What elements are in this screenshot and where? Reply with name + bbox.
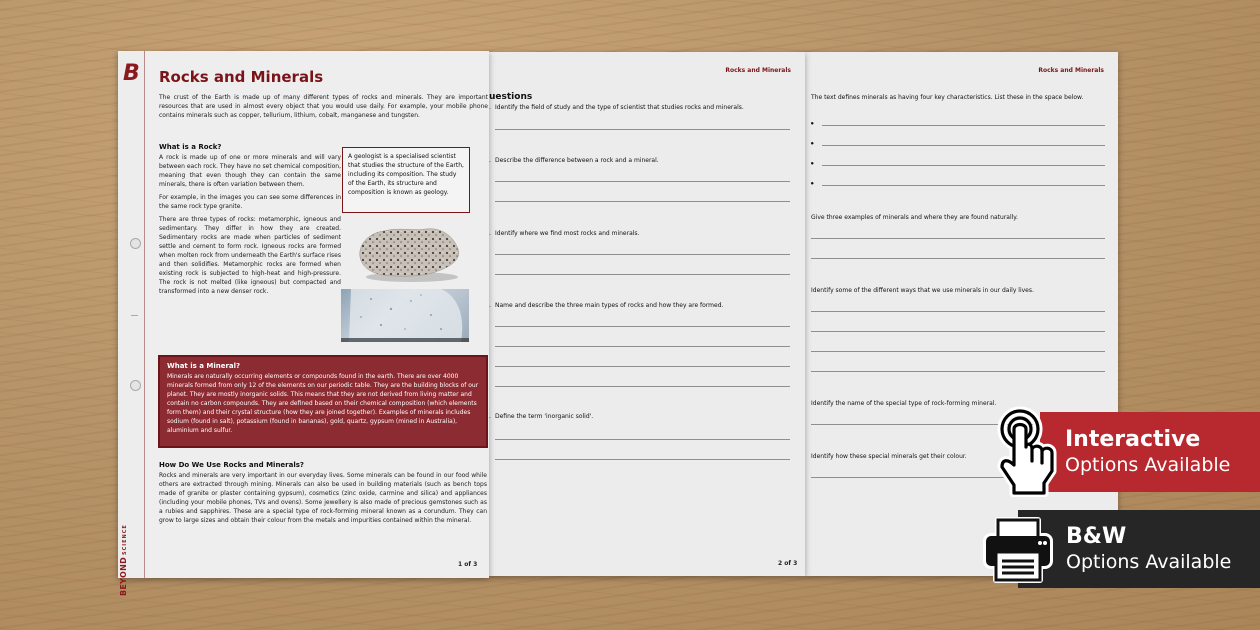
mineral-heading: What is a Mineral? <box>167 362 241 370</box>
worksheet-page-3 <box>805 52 1118 576</box>
page-title: Rocks and Minerals <box>159 68 324 86</box>
geologist-callout: A geologist is a specialised scientist that studies the structure of the Earth, including its composition. The study of the Earth, its structure and composition is known as geology. <box>342 147 470 213</box>
question-text: . Identify where we find most rocks and minerals. <box>489 230 640 237</box>
question-text: . Name and describe the three main types of rocks and how they are formed. <box>489 302 724 309</box>
punch-hole <box>130 380 141 391</box>
question-text: Identify how these special minerals get their colour. <box>811 453 967 460</box>
badge-title: B&W <box>1066 524 1127 549</box>
answer-line[interactable] <box>495 274 790 275</box>
bullet: • <box>810 140 815 148</box>
intro-paragraph: The crust of the Earth is made up of many different types of rocks and minerals. They are important resources that are used in almost every object that you would use daily. For example, your mobile phone contains minerals such as copper, tellurium, lithium, cobalt, manganese and tungsten. <box>159 94 488 119</box>
question-text: Give three examples of minerals and where they are found naturally. <box>811 214 1018 221</box>
answer-line[interactable] <box>811 258 1105 259</box>
badge-subtitle: Options Available <box>1065 454 1231 476</box>
answer-line[interactable] <box>495 346 790 347</box>
question-text: The text defines minerals as having four key characteristics. List these in the space below. <box>811 94 1084 101</box>
answer-line[interactable] <box>811 331 1105 332</box>
question-text: . Describe the difference between a rock and a mineral. <box>489 157 659 164</box>
interactive-options-badge[interactable] <box>1040 412 1260 492</box>
rock-heading: What is a Rock? <box>159 143 222 151</box>
worksheet-page-2 <box>489 52 805 576</box>
answer-line[interactable] <box>495 201 790 202</box>
bullet: • <box>810 120 815 128</box>
punch-hole <box>130 238 141 249</box>
bw-options-badge[interactable] <box>1018 510 1260 588</box>
question-text: Identify some of the different ways that we use minerals in our daily lives. <box>811 287 1034 294</box>
page-number: 2 of 3 <box>778 560 798 567</box>
answer-line[interactable] <box>822 125 1105 126</box>
running-head: Rocks and Minerals <box>725 67 791 74</box>
granite-rock-image <box>354 223 464 283</box>
binding-margin <box>118 51 145 596</box>
fold-mark <box>131 315 138 316</box>
badge-title: Interactive <box>1065 427 1201 452</box>
page-number: 1 of 3 <box>458 561 478 568</box>
question-text: Identify the name of the special type of rock-forming mineral. <box>811 400 997 407</box>
printer-icon <box>982 516 1054 588</box>
mineral-paragraph: Minerals are naturally occurring elements or compounds found in the earth. There are over 4000 minerals formed from only 12 of the elements on our periodic table. They are the building blocks of our planet. They are mostly inorganic solids. This means that they are not derived from living matter and contain no carbon compounds. They are defined based on their chemical composition (which elements form them) and their crystal structure (how they are joined together). Examples of minerals includes sodium (found in salt), potassium (found in bananas), gold, quartz, gypsum (mined in Australia), aluminium and sulfur. <box>167 373 479 434</box>
answer-line[interactable] <box>495 366 790 367</box>
answer-line[interactable] <box>811 238 1105 239</box>
badge-subtitle: Options Available <box>1066 551 1232 573</box>
brand-label: BEYONDSCIENCE <box>119 524 128 596</box>
answer-line[interactable] <box>822 185 1105 186</box>
rock-paragraph-3: There are three types of rocks: metamorphic, igneous and sedimentary. They differ in how they are created. Sedimentary rocks are made when particles of sediment settle and cement to form rock. Igneous rocks are formed when molten rock from underneath the Earth's surface rises and then solidifies. Metamorphic rocks are formed when existing rock is subjected to high-heat and high-pressure. The rock is not melted (like igneous) but compacted and transformed into a new denser rock. <box>159 216 341 295</box>
worksheet-page-1 <box>118 51 489 596</box>
answer-line[interactable] <box>822 145 1105 146</box>
running-head: Rocks and Minerals <box>1038 67 1104 74</box>
mineral-callout <box>158 355 488 448</box>
rock-paragraph-1: A rock is made up of one or more minerals and will vary between each rock. They have no set chemical composition, meaning that even though they can contain the same minerals, there is often variation between them. <box>159 154 341 188</box>
answer-line[interactable] <box>495 129 790 130</box>
use-heading: How Do We Use Rocks and Minerals? <box>159 461 304 469</box>
questions-heading: uestions <box>489 92 533 102</box>
answer-line[interactable] <box>495 326 790 327</box>
answer-line[interactable] <box>495 439 790 440</box>
answer-line[interactable] <box>811 311 1105 312</box>
bullet: • <box>810 180 815 188</box>
answer-line[interactable] <box>495 459 790 460</box>
answer-line[interactable] <box>495 254 790 255</box>
answer-line[interactable] <box>822 165 1105 166</box>
answer-line[interactable] <box>811 351 1105 352</box>
question-text: . Define the term 'inorganic solid'. <box>489 413 594 420</box>
beyond-logo: B <box>123 61 140 86</box>
question-text: . Identify the field of study and the type of scientist that studies rocks and minerals. <box>489 104 744 111</box>
answer-line[interactable] <box>495 386 790 387</box>
bullet: • <box>810 160 815 168</box>
rock-paragraph-2: For example, in the images you can see some differences in the same rock type granite. <box>159 194 341 210</box>
use-paragraph: Rocks and minerals are very important in our everyday lives. Some minerals can be found in our food while others are extracted through mining. Minerals can also be used in building materials (such as bench tops made of granite or plaster containing gypsum), cosmetics (zinc oxide, carmine and silica) and appliances (including your mobile phones, TVs and ovens). Some jewellery is also made of precious gemstones such as a rubies and sapphires. These are a special type of rock-forming mineral known as a corundum. They can grow to large sizes and obtain their colour from the metals and impurities contained within the mineral. <box>159 472 487 524</box>
granite-slab-image <box>341 289 469 342</box>
answer-line[interactable] <box>811 371 1105 372</box>
touch-hand-icon <box>996 405 1058 501</box>
answer-line[interactable] <box>495 181 790 182</box>
